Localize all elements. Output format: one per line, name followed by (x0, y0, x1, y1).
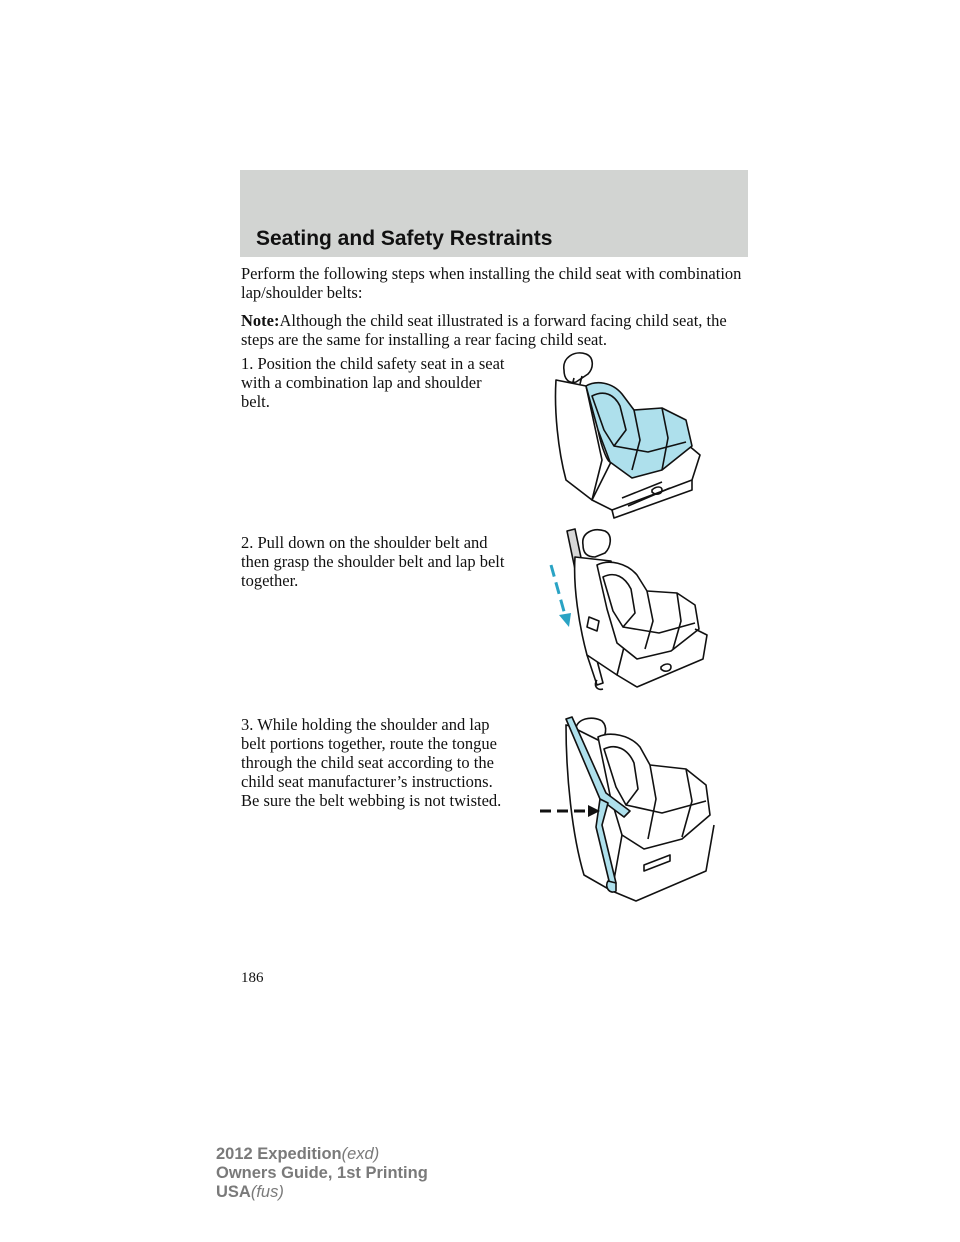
footer-line-1 (216, 1145, 428, 1164)
section-title: Seating and Safety Restraints (256, 227, 553, 250)
intro-paragraph: Perform the following steps when installing the child seat with combination lap/shoulder belts: (241, 264, 742, 302)
page-number: 186 (241, 970, 264, 986)
note-text: Although the child seat illustrated is a forward facing child seat, the steps are the same for installing a rear facing child seat. (241, 311, 727, 349)
note-label: Note: (241, 311, 280, 330)
footer-model: 2012 Expedition (216, 1145, 342, 1163)
step-2-text: 2. Pull down on the shoulder belt and then grasp the shoulder belt and lap belt together. (241, 533, 505, 590)
footer-edition: Owners Guide, 1st Printing (216, 1164, 428, 1182)
footer-print-info (216, 1145, 428, 1202)
footer-market-code: (fus) (250, 1183, 284, 1201)
step-3-text: 3. While holding the shoulder and lap belt portions together, route the tongue through the child seat according to the child seat manufacturer’s instructions. Be sure the belt webbing is not twisted. (241, 715, 502, 810)
belt-route-through-child-seat-icon (536, 715, 716, 905)
footer-line-3 (216, 1183, 428, 1202)
shoulder-belt-pull-down-icon (537, 525, 712, 700)
note-paragraph (241, 311, 751, 349)
section-header-band (240, 170, 748, 257)
footer-market: USA (216, 1183, 251, 1201)
footer-line-2 (216, 1164, 428, 1183)
child-seat-in-vehicle-seat-icon (552, 350, 712, 525)
footer-model-code: (exd) (341, 1145, 380, 1163)
step-1-text: 1. Position the child safety seat in a seat with a combination lap and shoulder belt. (241, 354, 505, 411)
